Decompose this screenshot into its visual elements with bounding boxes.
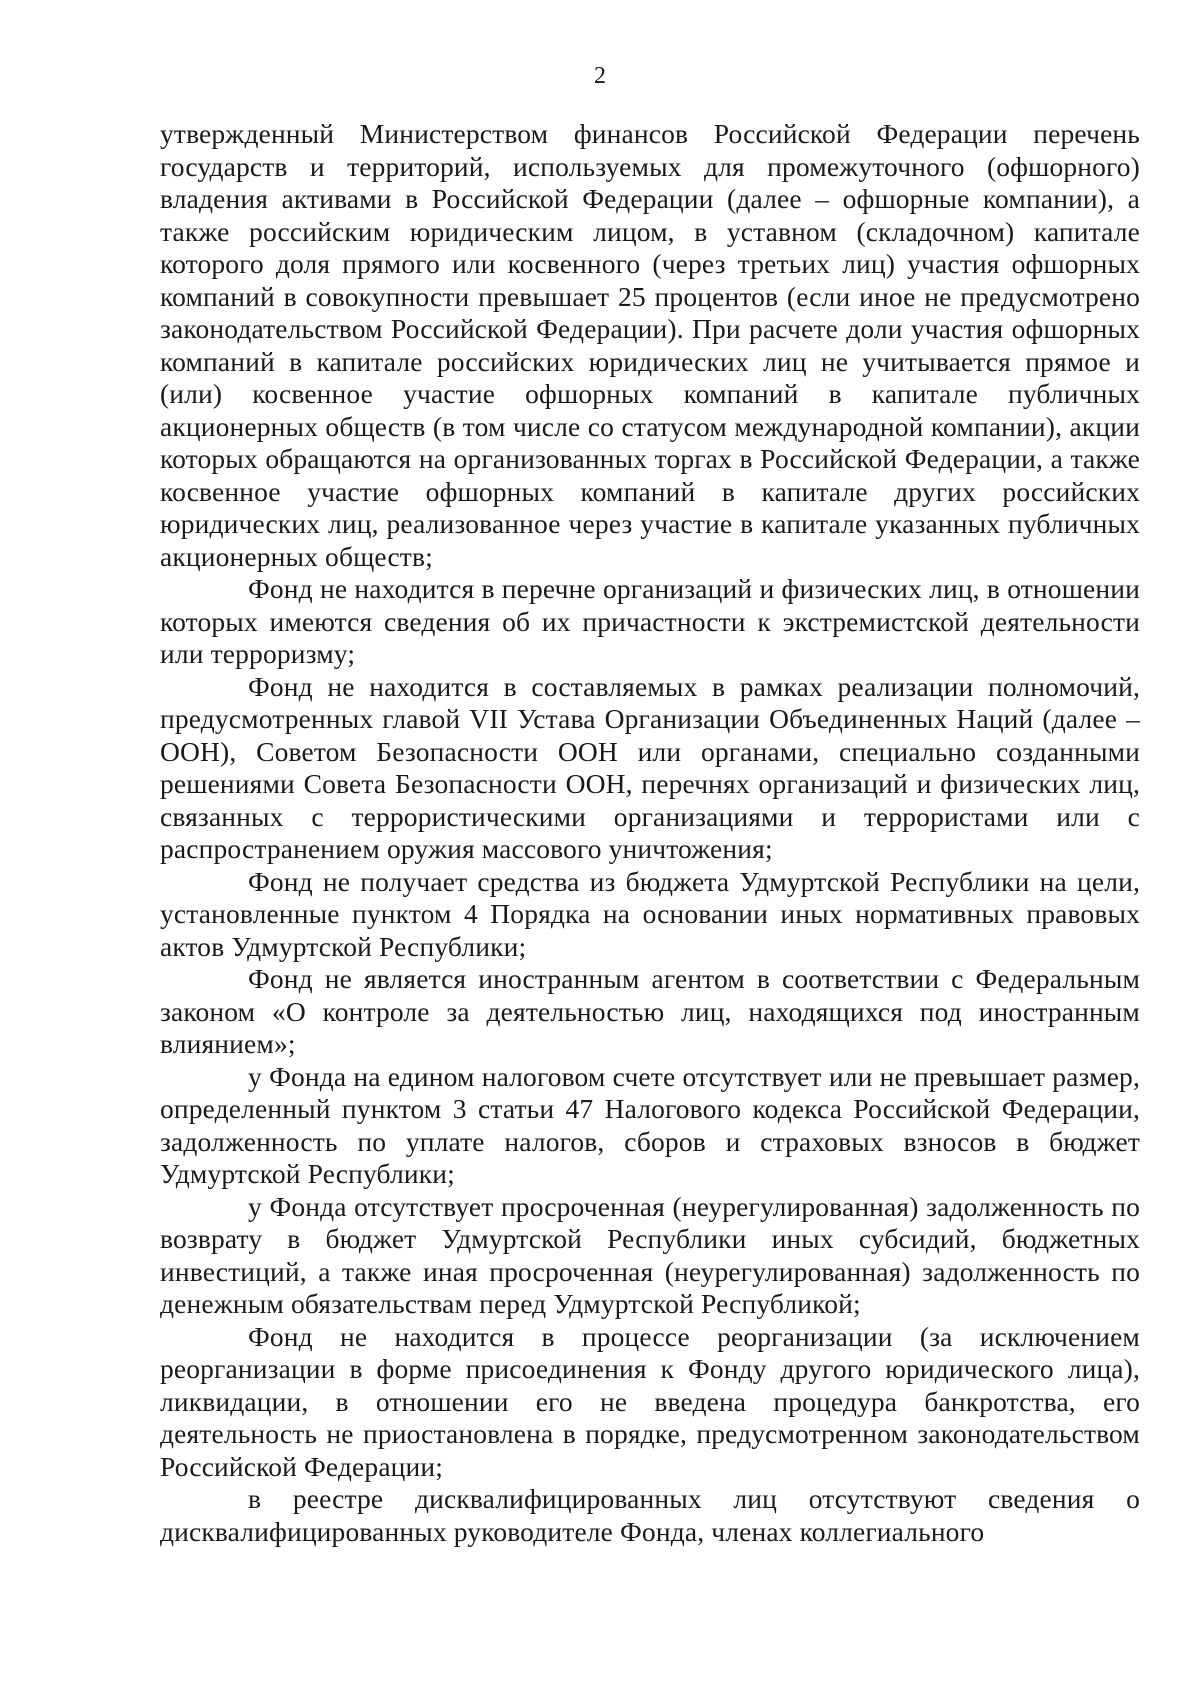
- paragraph-extremism-list: Фонд не находится в перечне организаций и физических лиц, в отношении которых имеются сведения об их причастности к экстремистской деятельности или терроризму;: [160, 573, 1140, 669]
- paragraph-disqualified-persons: в реестре дисквалифицированных лиц отсутствуют сведения о дисквалифицированных руководителе Фонда, членах коллегиального: [160, 1483, 1140, 1547]
- paragraph-tax-debt: у Фонда на едином налоговом счете отсутствует или не превышает размер, определенный пунктом 3 статьи 47 Налогового кодекса Российской Федерации, задолженность по уплате налогов, сборов и страховых взносов в бюджет Удмуртской Республики;: [160, 1060, 1140, 1189]
- paragraph-overdue-debt: у Фонда отсутствует просроченная (неурегулированная) задолженность по возврату в бюджет Удмуртской Республики иных субсидий, бюджетных инвестиций, а также иная просроченная (неурегулированная) задолженность по денежным обязательствам перед Удмуртской Республикой;: [160, 1190, 1140, 1319]
- paragraph-reorganization: Фонд не находится в процессе реорганизации (за исключением реорганизации в форме присоединения к Фонду другого юридического лица), ликвидации, в отношении его не введена процедура банкротства, его деятельность не приостановлена в порядке, предусмотренном законодательством Российской Федерации;: [160, 1320, 1140, 1482]
- paragraph-foreign-agent: Фонд не является иностранным агентом в соответствии с Федеральным законом «О контроле за деятельностью лиц, находящихся под иностранным влиянием»;: [160, 963, 1140, 1059]
- page-number: 2: [594, 63, 606, 89]
- paragraph-un-sanctions-list: Фонд не находится в составляемых в рамках реализации полномочий, предусмотренных главой VII Устава Организации Объединенных Наций (далее – ООН), Советом Безопасности ООН или органами, специально созданными решениями Совета Безопасности ООН, перечнях организаций и физических лиц, связанных с террористическими организациями и террористами или с распространением оружия массового уничтожения;: [160, 670, 1140, 864]
- paragraph-budget-funds: Фонд не получает средства из бюджета Удмуртской Республики на цели, установленные пунктом 4 Порядка на основании иных нормативных правовых актов Удмуртской Республики;: [160, 865, 1140, 962]
- document-body: [160, 118, 1140, 1548]
- paragraph-offshore-companies: утвержденный Министерством финансов Российской Федерации перечень государств и территорий, используемых для промежуточного (офшорного) владения активами в Российской Федерации (далее – офшорные компании), а также российским юридическим лицом, в уставном (складочном) капитале которого доля прямого или косвенного (через третьих лиц) участия офшорных компаний в совокупности превышает 25 процентов (если иное не предусмотрено законодательством Российской Федерации). При расчете доли участия офшорных компаний в капитале российских юридических лиц не учитывается прямое и (или) косвенное участие офшорных компаний в капитале публичных акционерных обществ (в том числе со статусом международной компании), акции которых обращаются на организованных торгах в Российской Федерации, а также косвенное участие офшорных компаний в капитале других российских юридических лиц, реализованное через участие в капитале указанных публичных акционерных обществ;: [160, 118, 1140, 572]
